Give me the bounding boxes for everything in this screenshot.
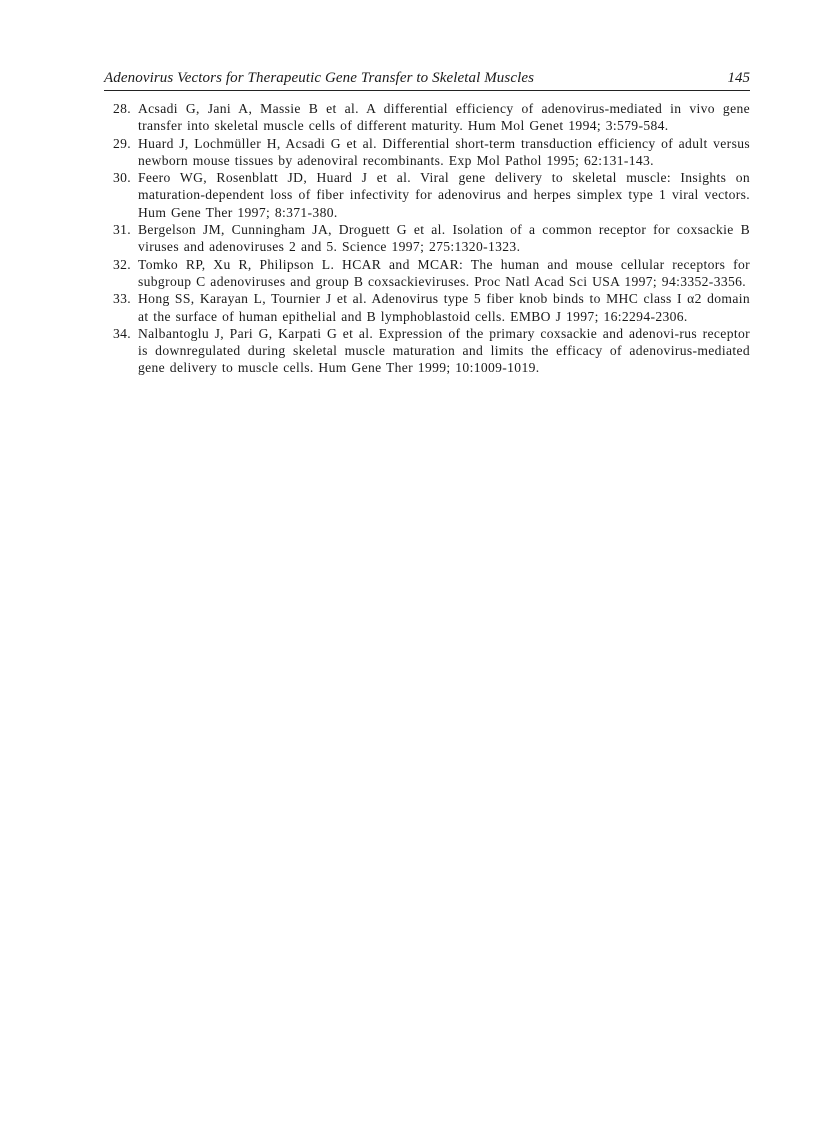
reference-item	[104, 256, 750, 291]
reference-text: Feero WG, Rosenblatt JD, Huard J et al. Viral gene delivery to skeletal muscle: Insights on maturation-dependent loss of fiber infectivity for adenovirus and herpes simplex type 1 viral vectors. Hum Gene Ther 1997; 8:371-380.	[138, 170, 750, 220]
reference-number: 29.	[113, 135, 132, 151]
reference-item	[104, 290, 750, 325]
running-header	[104, 68, 750, 91]
reference-text: Nalbantoglu J, Pari G, Karpati G et al. Expression of the primary coxsackie and adenovi-rus receptor is downregulated during skeletal muscle maturation and limits the efficacy of adenovirus-mediated gene delivery to muscle cells. Hum Gene Ther 1999; 10:1009-1019.	[138, 325, 750, 376]
page-number: 145	[727, 70, 750, 86]
reference-number: 34.	[113, 325, 132, 341]
reference-text: Hong SS, Karayan L, Tournier J et al. Adenovirus type 5 fiber knob binds to MHC class I α2 domain at the surface of human epithelial and B lymphoblastoid cells. EMBO J 1997; 16:2294-2306.	[138, 291, 750, 324]
reference-number: 28.	[113, 101, 132, 116]
reference-text: Acsadi G, Jani A, Massie B et al. A differential efficiency of adenovirus-mediated in vivo gene transfer into skeletal muscle cells of different maturity. Hum Mol Genet 1994; 3:579-584.	[138, 101, 750, 134]
reference-number: 30.	[113, 170, 132, 186]
reference-number: 33.	[113, 291, 132, 307]
reference-number: 32.	[113, 256, 132, 272]
reference-item	[104, 135, 750, 170]
reference-text: Huard J, Lochmüller H, Acsadi G et al. Differential short-term transduction efficiency of adult versus newborn mouse tissues by adenoviral recombinants. Exp Mol Pathol 1995; 62:131-143.	[138, 135, 750, 168]
reference-item	[104, 325, 750, 377]
header-title: Adenovirus Vectors for Therapeutic Gene Transfer to Skeletal Muscles	[104, 70, 535, 86]
reference-item	[104, 100, 750, 135]
reference-item	[104, 169, 750, 221]
reference-list	[104, 100, 750, 377]
reference-item	[104, 221, 750, 256]
reference-text: Tomko RP, Xu R, Philipson L. HCAR and MCAR: The human and mouse cellular receptors for subgroup C adenoviruses and group B coxsackieviruses. Proc Natl Acad Sci USA 1997; 94:3352-3356.	[138, 256, 750, 289]
reference-text: Bergelson JM, Cunningham JA, Droguett G et al. Isolation of a common receptor for coxsackie B viruses and adenoviruses 2 and 5. Science 1997; 275:1320-1323.	[138, 222, 750, 255]
reference-number: 31.	[113, 222, 132, 238]
